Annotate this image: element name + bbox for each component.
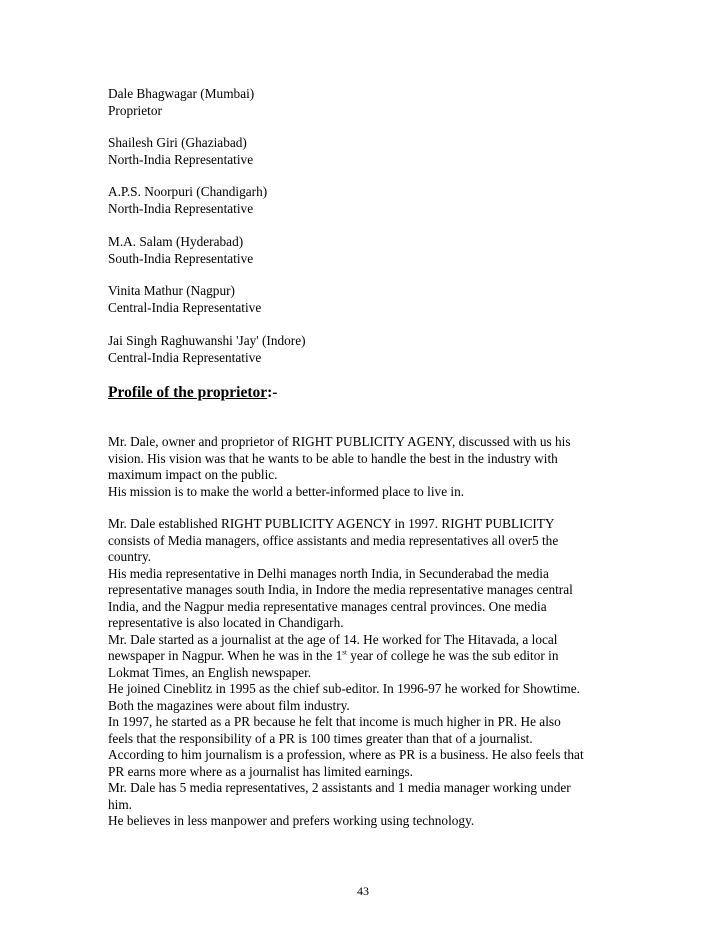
staff-role: North-India Representative [108,151,254,167]
staff-name: M.A. Salam (Hyderabad) [108,234,244,249]
text-line: Mr. Dale, owner and proprietor of RIGHT PUBLICITY AGENY, discussed with us his [108,434,571,449]
text-line: representative is also located in Chandigarh. [108,615,344,630]
staff-role: South-India Representative [108,250,254,266]
text-line: He believes in less manpower and prefers working using technology. [108,813,475,828]
staff-entry [108,135,628,168]
text-line: Mr. Dale established RIGHT PUBLICITY AGENCY in 1997. RIGHT PUBLICITY [108,516,555,531]
paragraph-vision [108,434,628,500]
staff-name: Jai Singh Raghuwanshi 'Jay' (Indore) [108,333,306,348]
text-fragment: year of college he was the sub editor in [346,648,559,663]
heading-suffix: :- [267,384,278,401]
text-line: Mr. Dale started as a journalist at the age of 14. He worked for The Hitavada, a local [108,631,558,647]
staff-name: Dale Bhagwagar (Mumbai) [108,86,255,101]
text-line: country. [108,549,152,564]
text-line: India, and the Nagpur media representative manages central provinces. One media [108,598,547,614]
staff-name: Shailesh Giri (Ghaziabad) [108,135,247,150]
text-line: According to him journalism is a profession, where as PR is a business. He also feels that [108,747,584,762]
staff-name: A.P.S. Noorpuri (Chandigarh) [108,184,268,199]
text-line: PR earns more where as a journalist has limited earnings. [108,763,414,779]
text-line: Both the magazines were about film industry. [108,697,350,713]
text-line: consists of Media managers, office assistants and media representatives all over5 the [108,532,559,548]
text-line: Lokmat Times, an English newspaper. [108,664,312,680]
page-number: 43 [357,884,369,898]
staff-entry [108,184,628,217]
staff-name: Vinita Mathur (Nagpur) [108,283,235,298]
staff-entry [108,283,628,316]
staff-role: Central-India Representative [108,299,262,315]
text-line: His media representative in Delhi manages north India, in Secunderabad the media [108,565,549,581]
text-line: His mission is to make the world a better-informed place to live in. [108,483,465,499]
text-line: feels that the responsibility of a PR is 100 times greater than that of a journalist. [108,730,533,746]
paragraph-profile [108,516,628,830]
text-line: representative manages south India, in Indore the media representative manages central [108,582,573,597]
text-line: Mr. Dale has 5 media representatives, 2 assistants and 1 media manager working under [108,780,571,795]
staff-entry [108,333,628,366]
text-line: him. [108,796,133,812]
staff-role: Central-India Representative [108,349,262,365]
text-line-superscript [108,648,628,665]
text-line: In 1997, he started as a PR because he felt that income is much higher in PR. He also [108,714,561,729]
text-line: He joined Cineblitz in 1995 as the chief sub-editor. In 1996-97 he worked for Showtime. [108,681,580,696]
text-line: maximum impact on the public. [108,467,278,482]
ordinal-superscript: st [342,648,347,657]
text-fragment: newspaper in Nagpur. When he was in the 1 [108,648,343,663]
staff-role: North-India Representative [108,200,254,216]
staff-entry [108,86,628,119]
staff-role: Proprietor [108,102,162,118]
section-heading [108,384,277,402]
heading-underlined: Profile of the proprietor [108,384,268,401]
staff-entry [108,234,628,267]
text-line: vision. His vision was that he wants to be able to handle the best in the industry with [108,450,558,466]
